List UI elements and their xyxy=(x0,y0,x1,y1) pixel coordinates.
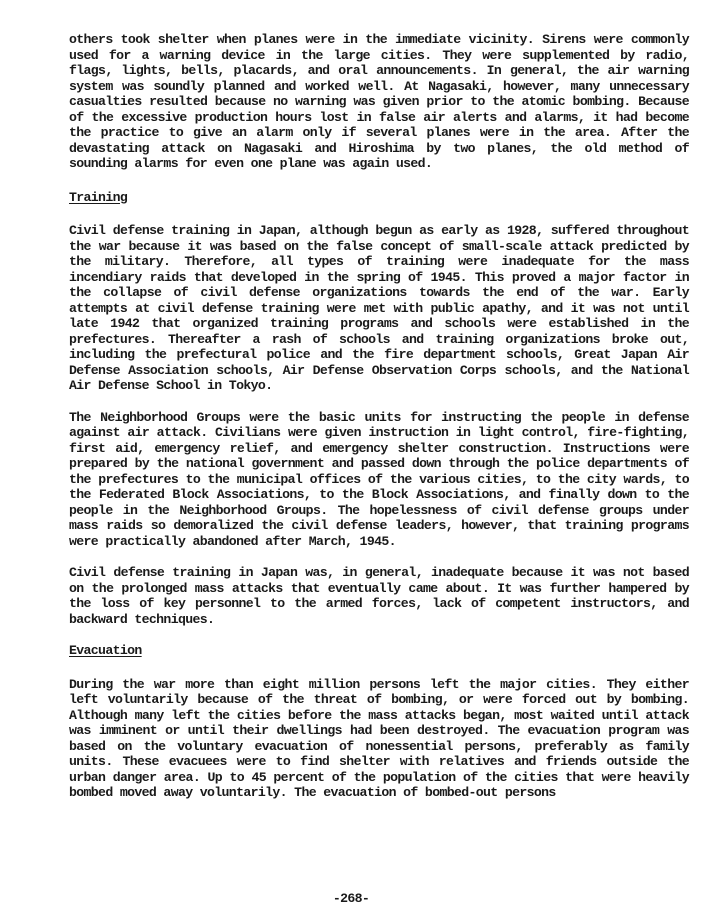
page-number: -268- xyxy=(332,891,370,906)
section-heading-evacuation: Evacuation xyxy=(69,643,142,658)
paragraph-air-warning: others took shelter when planes were in the immediate vicinity. Sirens were commonly used for a warning device in the large cities. They were supplemented by radio, flags, lights, bells, placards, and oral announcements. In general, the air warning system was soundly planned and worked well. At Nagasaki, however, many unnecessary casualties resulted because no warning was given prior to the atomic bombing. Because of the excessive production hours lost in false air alerts and alarms, it had become the practice to give an alarm only if several planes were in the area. After the devastating attack on Nagasaki and Hiroshima by two planes, the old method of sounding alarms for even one plane was again used. xyxy=(69,32,689,171)
document-page xyxy=(69,32,689,801)
paragraph-training-history: Civil defense training in Japan, although begun as early as 1928, suffered throughout the war because it was based on the false concept of small-scale attack predicted by the military. Therefore, all types of training were inadequate for the mass incendiary raids that developed in the spring of 1945. This proved a major factor in the collapse of civil defense organizations towards the end of the war. Early attempts at civil defense training were met with public apathy, and it was not until late 1942 that organized training programs and schools were established in the prefectures. Thereafter a rash of schools and training organizations broke out, including the prefectural police and the fire department schools, Great Japan Air Defense Association schools, Air Defense Observation Corps schools, and the National Air Defense School in Tokyo. xyxy=(69,223,689,393)
paragraph-training-summary: Civil defense training in Japan was, in general, inadequate because it was not based on the prolonged mass attacks that eventually came about. It was further hampered by the loss of key personnel to the armed forces, lack of competent instructors, and backward techniques. xyxy=(69,565,689,627)
paragraph-evacuation: During the war more than eight million persons left the major cities. They either left voluntarily because of the threat of bombing, or were forced out by bombing. Although many left the cities before the mass attacks began, most waited until attack was imminent or until their dwellings had been destroyed. The evacuation program was based on the voluntary evacuation of nonessential persons, preferably as family units. These evacuees were to find shelter with relatives and friends outside the urban danger area. Up to 45 percent of the population of the cities that were heavily bombed moved away voluntarily. The evacuation of bombed-out persons xyxy=(69,676,689,800)
paragraph-neighborhood-groups: The Neighborhood Groups were the basic units for instructing the people in defense against air attack. Civilians were given instruction in light control, fire-fighting, first aid, emergency relief, and emergency shelter construction. Instructions were prepared by the national government and passed down through the police departments of the prefectures to the municipal offices of the various cities, to the city wards, to the Federated Block Associations, to the Block Associations, and finally down to the people in the Neighborhood Groups. The hopelessness of civil defense groups under mass raids so demoralized the civil defense leaders, however, that training programs were practically abandoned after March, 1945. xyxy=(69,409,689,549)
section-heading-training: Training xyxy=(69,189,128,205)
